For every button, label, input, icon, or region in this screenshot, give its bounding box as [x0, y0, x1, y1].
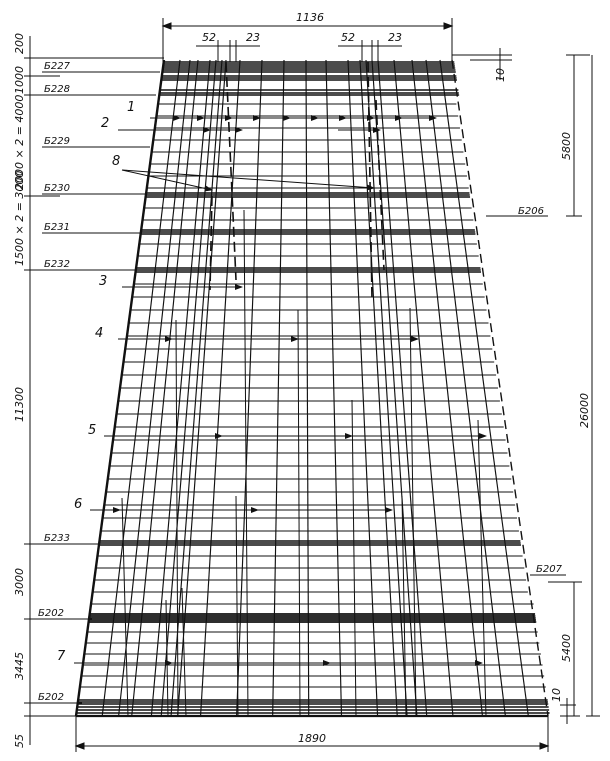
right-lower-label: 5400 — [560, 634, 573, 662]
bottom-right-small-label: 10 — [550, 688, 563, 702]
left-1500-label: 1500 × 2 = 3000 — [13, 170, 26, 266]
callout-3: 3 — [99, 274, 108, 289]
vertical-bar-short — [236, 496, 238, 716]
top-left-offset: 52 — [202, 31, 216, 44]
beam-label-b229: Б229 — [44, 136, 70, 147]
top-right-small-label: 10 — [494, 68, 507, 82]
callout-8-leaders — [122, 170, 374, 190]
beam-label-b231: Б231 — [44, 222, 70, 233]
right-label-leaders — [486, 216, 566, 575]
left-3445-label: 3445 — [13, 652, 26, 680]
reinforcement-mesh — [74, 60, 550, 716]
vertical-bar-short — [244, 210, 248, 716]
left-55-label: 55 — [13, 734, 26, 748]
callout-2: 2 — [101, 116, 110, 131]
right-dimension-lines — [548, 55, 600, 724]
callout-7: 7 — [57, 649, 66, 664]
beam-label-b202-lower: Б202 — [38, 692, 64, 703]
left-3000-label: 3000 — [13, 568, 26, 596]
beam-label-b230: Б230 — [44, 183, 70, 194]
beam-label-b232: Б232 — [44, 259, 70, 270]
callout-1: 1 — [127, 100, 136, 115]
callout-4: 4 — [95, 326, 104, 341]
dashed-bar — [368, 62, 372, 300]
right-total-label: 26000 — [578, 393, 591, 428]
beam-label-b228: Б228 — [44, 84, 70, 95]
beam-label-b206: Б206 — [518, 206, 544, 217]
beam-label-b233: Б233 — [44, 533, 70, 544]
callout-8: 8 — [112, 154, 121, 169]
top-right-offset: 52 — [341, 31, 355, 44]
beam-label-b207: Б207 — [536, 564, 562, 575]
right-upper-label: 5800 — [560, 132, 573, 160]
left-1000-label: 1000 — [13, 66, 26, 94]
callout-6: 6 — [74, 497, 83, 512]
bottom-width-label: 1890 — [298, 732, 326, 745]
left-11300-label: 11300 — [13, 387, 26, 422]
top-right-gap: 23 — [388, 31, 402, 44]
callout-5: 5 — [88, 423, 97, 438]
left-2000-label: 2000 × 2 = 4000 — [13, 94, 26, 190]
beam-label-b202-upper: Б202 — [38, 608, 64, 619]
top-width-label: 1136 — [296, 11, 324, 24]
vertical-bar-short — [298, 310, 300, 716]
vertical-bar-short — [352, 400, 356, 716]
beam-label-b227: Б227 — [44, 61, 70, 72]
top-left-gap: 23 — [246, 31, 260, 44]
left-200-label: 200 — [13, 33, 26, 54]
